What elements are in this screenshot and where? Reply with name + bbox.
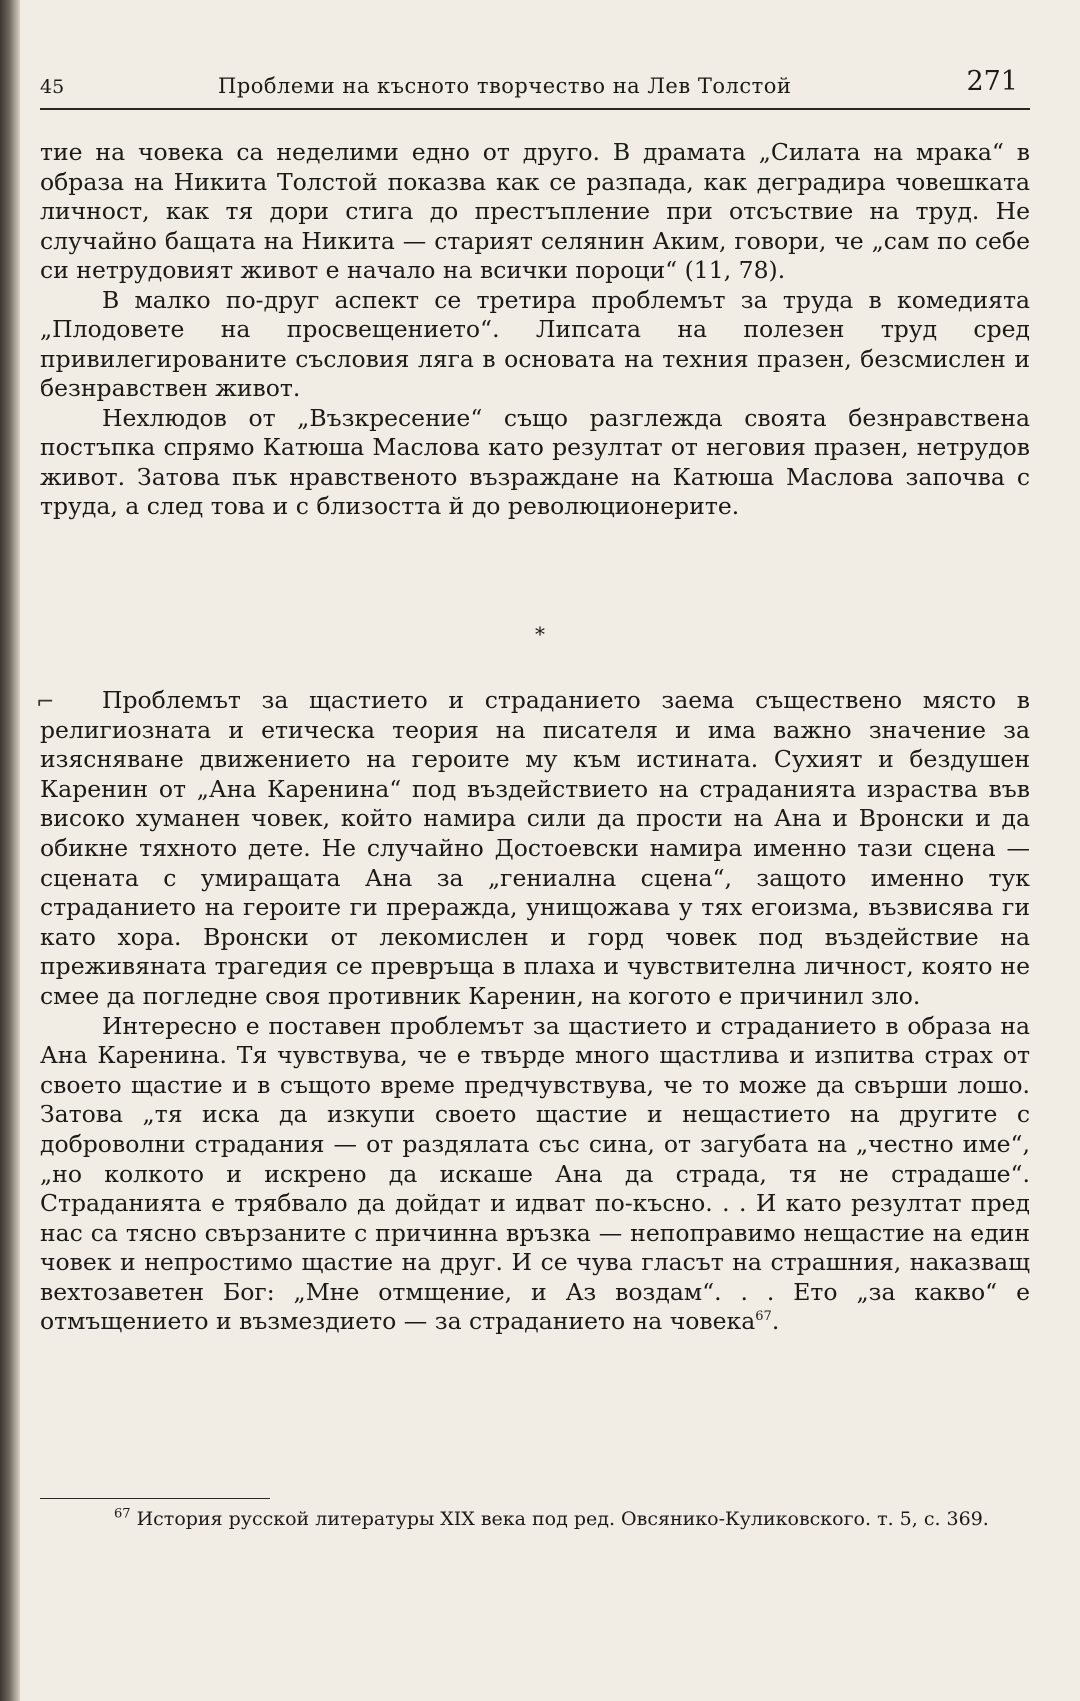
paragraph: Проблемът за щастието и страданието заема съществено място в религиозната и етическа теория на писателя и има важно значение за изясняване движението на героите му към истината. Сухият и бездушен Каренин от „Ана Каренина“ под въздействието на страданията израства във високо хуманен човек, който намира сили да прости на Ана и Вронски и да обикне тяхното дете. Не случайно Достоевски намира именно тази сцена — сцената с умиращата Ана за „гениална сцена“, защото именно тук страданието на героите ги преражда, унищожава у тях егоизма, възвисява ги като хора. Вронски от лекомислен и горд човек под въздействие на преживяната трагедия се превръща в плаха и чувствителна личност, която не смее да погледне своя противник Каренин, на когото е причинил зло.	[40, 686, 1030, 1010]
footnote	[40, 1505, 1030, 1533]
paragraph: В малко по-друг аспект се третира проблемът за труда в комедията „Плодовете на просвещението“. Липсата на полезен труд сред привилегированите съсловия ляга в основата на техния празен, безсмислен и безнравствен живот.	[40, 285, 1030, 402]
section-separator: *	[535, 622, 545, 646]
footnote-number: 67	[114, 1506, 131, 1522]
running-header	[40, 64, 1030, 110]
book-spine-shadow	[0, 0, 20, 1701]
paragraph-text: Интересно е поставен проблемът за щастието и страданието в образа на Ана Каренина. Тя чувствува, че е твърде много щастлива и изпитва страх от своето щастие и в същото време предчувствува, че то може да свърши лошо. Затова „тя иска да изкупи своето щастие и нещастието на другите с доброволни страдания — от раздялата със сина, от загубата на „честно име“, „но колкото и искрено да искаше Ана да страда, тя не страдаше“. Страданията е трябвало да дойдат и идват по-късно. . . И като резултат пред нас са тясно свързаните с причинна връзка — непоправимо нещастие на един човек и непростимо щастие на друг. И се чува гласът на страшния, наказващ вехтозаветен Бог: „Мне отмщение, и Аз воздам“. . . Ето „за какво“ е отмъщението и възмездието — за страданието на човека	[40, 1011, 1030, 1336]
text-block-bottom	[40, 686, 1030, 1337]
text-block-top	[40, 138, 1030, 522]
page-number-left: 45	[40, 76, 65, 98]
paragraph: Нехлюдов от „Възкресение“ също разглежда своята безнравствена постъпка спрямо Катюша Маслова като резултат от неговия празен, нетрудов живот. Затова пък нравственото възраждане на Катюша Маслова започва с труда, а след това и с близостта й до революционерите.	[40, 403, 1030, 520]
paragraph: тие на човека са неделими едно от друго. В драмата „Силата на мрака“ в образа на Никита Толстой показва как се разпада, как деградира човешката личност, как тя дори стига до престъпление при отсъствие на труд. Не случайно бащата на Никита — старият селянин Аким, говори, че „сам по себе си нетрудовият живот е начало на всички пороци“ (11, 78).	[40, 138, 1030, 284]
running-title: Проблеми на късното творчество на Лев Толстой	[218, 74, 792, 98]
footnote-text: История русской литературы XIX века под ред. Овсянико-Куликовского. т. 5, с. 369.	[136, 1508, 989, 1530]
page-number-right: 271	[966, 66, 1018, 97]
footnote-reference: 67	[755, 1309, 772, 1325]
footnote-rule	[40, 1498, 270, 1499]
paragraph: Интересно е поставен проблемът за щастието и страданието в образа на Ана Каренина. Тя чувствува, че е твърде много щастлива и изпитва страх от своето щастие и в същото време предчувствува, че то може да свърши лошо. Затова „тя иска да изкупи своето щастие и нещастието на другите с доброволни страдания — от раздялата със сина, от загубата на „честно име“, „но колкото и искрено да искаше Ана да страда, тя не страдаше“. Страданията е трябвало да дойдат и идват по-късно. . . И като резултат пред нас са тясно свързаните с причинна връзка — непоправимо нещастие на един човек и непростимо щастие на друг. И се чува гласът на страшния, наказващ вехтозаветен Бог: „Мне отмщение, и Аз воздам“. . . Ето „за какво“ е отмъщението и възмездието — за страданието на човека$^{67}$.	[40, 1011, 1030, 1336]
margin-pencil-mark: ⌐	[36, 690, 55, 715]
